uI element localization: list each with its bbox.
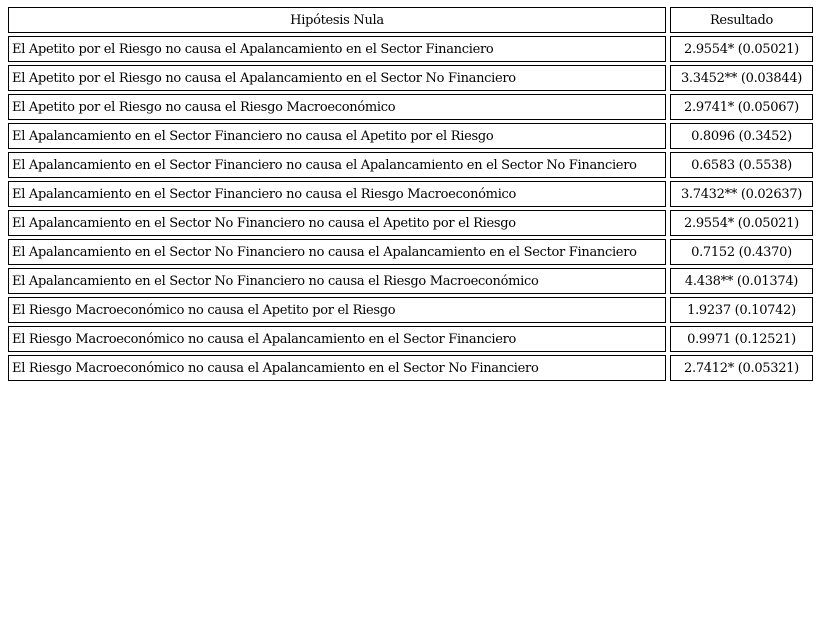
result-cell: 4.438** (0.01374) xyxy=(670,268,813,294)
result-cell: 2.9554* (0.05021) xyxy=(670,36,813,62)
hypothesis-cell: El Apalancamiento en el Sector No Financiero no causa el Apalancamiento en el Sector Financiero xyxy=(8,239,666,265)
hypothesis-cell: El Apalancamiento en el Sector Financiero no causa el Riesgo Macroeconómico xyxy=(8,181,666,207)
hypothesis-results-table xyxy=(4,4,817,384)
result-cell: 0.9971 (0.12521) xyxy=(670,326,813,352)
header-row xyxy=(8,7,813,33)
result-cell: 0.8096 (0.3452) xyxy=(670,123,813,149)
hypothesis-cell: El Riesgo Macroeconómico no causa el Apalancamiento en el Sector Financiero xyxy=(8,326,666,352)
table-row xyxy=(8,268,813,294)
hypothesis-cell: El Apalancamiento en el Sector Financiero no causa el Apalancamiento en el Sector No Financiero xyxy=(8,152,666,178)
table-row xyxy=(8,123,813,149)
table-row xyxy=(8,239,813,265)
result-cell: 3.3452** (0.03844) xyxy=(670,65,813,91)
result-cell: 3.7432** (0.02637) xyxy=(670,181,813,207)
table-row xyxy=(8,65,813,91)
hypothesis-cell: El Apalancamiento en el Sector Financiero no causa el Apetito por el Riesgo xyxy=(8,123,666,149)
table-row xyxy=(8,355,813,381)
result-cell: 0.6583 (0.5538) xyxy=(670,152,813,178)
table-row xyxy=(8,326,813,352)
header-hypothesis: Hipótesis Nula xyxy=(8,7,666,33)
result-cell: 2.9741* (0.05067) xyxy=(670,94,813,120)
table-row xyxy=(8,36,813,62)
hypothesis-cell: El Apetito por el Riesgo no causa el Apalancamiento en el Sector No Financiero xyxy=(8,65,666,91)
table-row xyxy=(8,210,813,236)
result-cell: 2.9554* (0.05021) xyxy=(670,210,813,236)
table-row xyxy=(8,297,813,323)
result-cell: 0.7152 (0.4370) xyxy=(670,239,813,265)
result-cell: 2.7412* (0.05321) xyxy=(670,355,813,381)
hypothesis-cell: El Apetito por el Riesgo no causa el Riesgo Macroeconómico xyxy=(8,94,666,120)
header-result: Resultado xyxy=(670,7,813,33)
hypothesis-cell: El Apetito por el Riesgo no causa el Apalancamiento en el Sector Financiero xyxy=(8,36,666,62)
hypothesis-cell: El Riesgo Macroeconómico no causa el Apalancamiento en el Sector No Financiero xyxy=(8,355,666,381)
hypothesis-cell: El Apalancamiento en el Sector No Financiero no causa el Riesgo Macroeconómico xyxy=(8,268,666,294)
table-row xyxy=(8,94,813,120)
table-row xyxy=(8,152,813,178)
hypothesis-cell: El Riesgo Macroeconómico no causa el Apetito por el Riesgo xyxy=(8,297,666,323)
hypothesis-cell: El Apalancamiento en el Sector No Financiero no causa el Apetito por el Riesgo xyxy=(8,210,666,236)
table-row xyxy=(8,181,813,207)
result-cell: 1.9237 (0.10742) xyxy=(670,297,813,323)
